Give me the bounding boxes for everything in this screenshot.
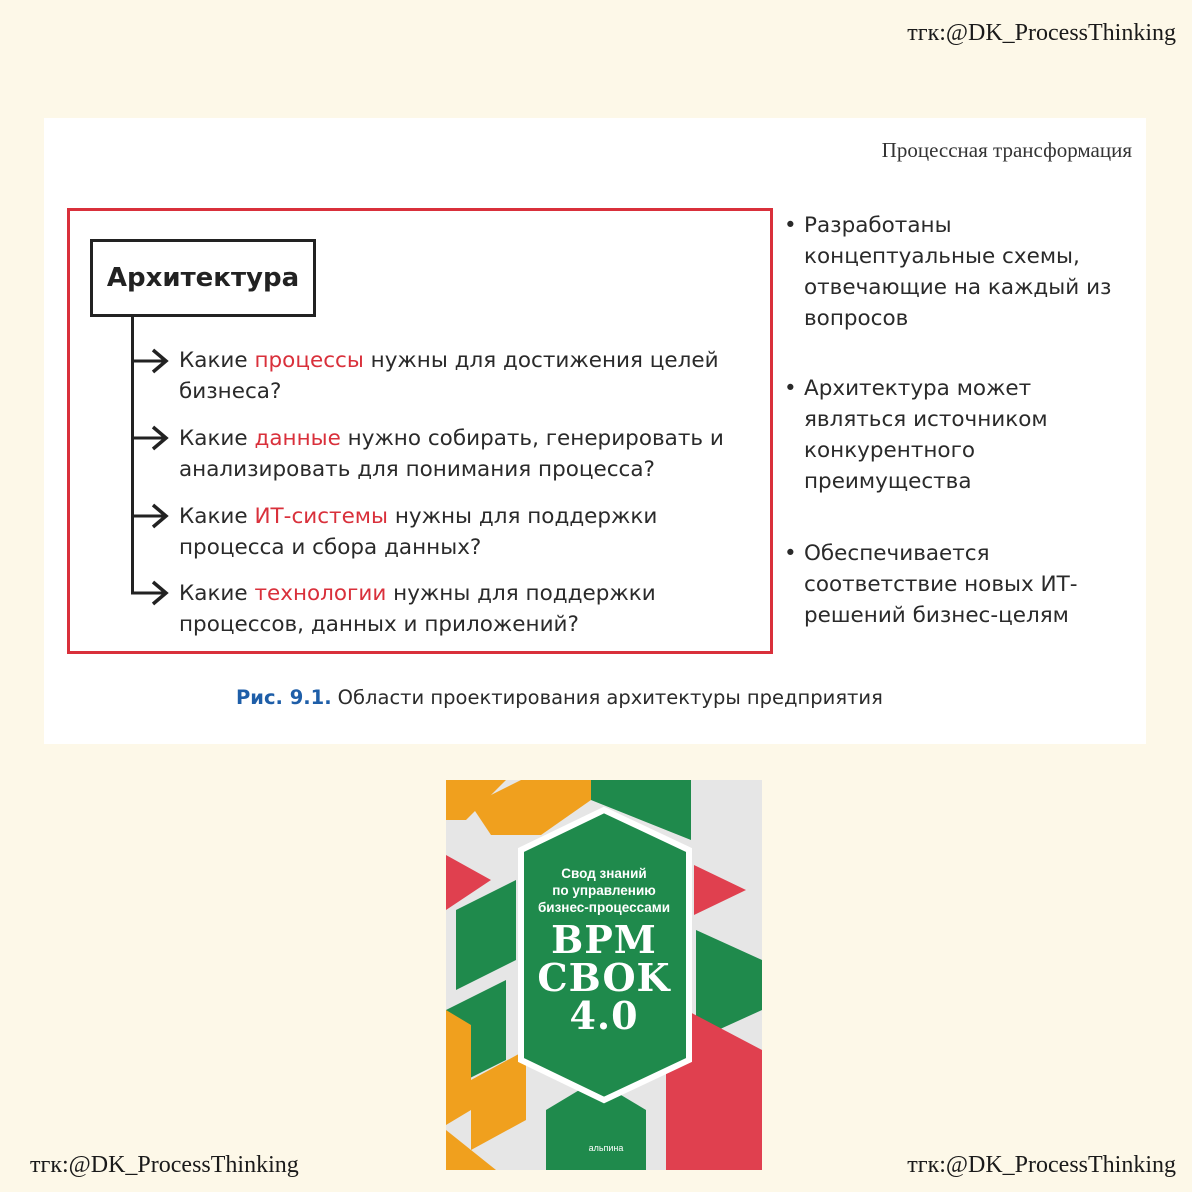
bullet-item: • Архитектура может являться источником конкурентного преимущества (784, 373, 1129, 497)
cover-title-version: 4.0 (569, 993, 639, 1038)
question-processes: Какие процессы нужны для достижения целей бизнеса? (179, 348, 719, 404)
bullet-dot: • (784, 376, 797, 401)
watermark-bottom-right: тгк:@DK_ProcessThinking (907, 1152, 1176, 1178)
figure-caption (236, 686, 883, 709)
book-page-figure (44, 118, 1146, 744)
watermark-bottom-left: тгк:@DK_ProcessThinking (30, 1152, 299, 1178)
figure-number: Рис. 9.1. (236, 686, 332, 709)
highlight-processes: процессы (254, 348, 364, 373)
question-technologies: Какие технологии нужны для поддержки процессов, данных и приложений? (179, 581, 656, 637)
arrow-icon (131, 347, 171, 375)
highlight-it-systems: ИТ-системы (254, 504, 389, 529)
bullet-dot: • (784, 213, 797, 238)
bullet-dot: • (784, 541, 797, 566)
page-header: Процессная трансформация (881, 138, 1132, 162)
figure-caption-text: Области проектирования архитектуры предприятия (337, 686, 883, 709)
arrow-icon (131, 579, 171, 607)
arrow-icon (131, 502, 171, 530)
question-data: Какие данные нужно собирать, генерировать и анализировать для понимания процесса? (179, 426, 724, 482)
highlight-technologies: технологии (254, 581, 387, 606)
question-it-systems: Какие ИТ-системы нужны для поддержки процесса и сбора данных? (179, 504, 658, 560)
highlight-data: данные (254, 426, 341, 451)
arrow-icon (131, 424, 171, 452)
book-cover (446, 780, 762, 1170)
cover-title-bpm: BPM (551, 917, 657, 962)
watermark-top-right: тгк:@DK_ProcessThinking (907, 20, 1176, 46)
publisher-logo: альпина (588, 1143, 624, 1153)
architecture-root-box: Архитектура (90, 239, 316, 317)
cover-title-cbok: CBOK (537, 955, 671, 1000)
cover-subtitle: Свод знаний по управлению бизнес-процессами (537, 866, 671, 915)
bullet-item: • Разработаны концептуальные схемы, отвечающие на каждый из вопросов (784, 210, 1129, 334)
bullet-item: • Обеспечивается соответствие новых ИТ-решений бизнес-целям (784, 538, 1129, 631)
